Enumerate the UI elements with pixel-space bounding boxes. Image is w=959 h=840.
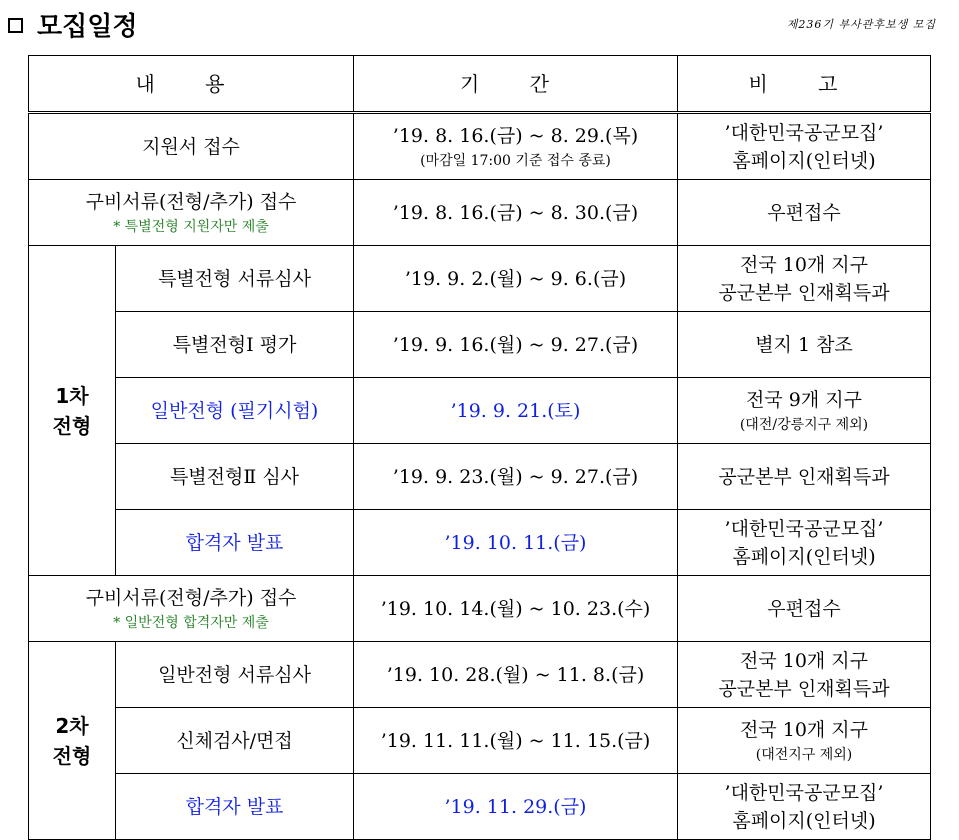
remark-line-2: 홈페이지(인터넷) (732, 149, 876, 172)
table-row (29, 708, 931, 774)
stage-2-label (29, 642, 116, 840)
page-title (8, 6, 137, 43)
header-content: 내 용 (29, 56, 354, 113)
row-remark (678, 113, 931, 180)
row-period: ’19. 9. 16.(월) ~ 9. 27.(금) (354, 312, 678, 378)
row-remark (678, 510, 931, 576)
table-row (29, 576, 931, 642)
content-note: * 일반전형 합격자만 제출 (113, 614, 269, 631)
table-row (29, 246, 931, 312)
row-period: ’19. 10. 28.(월) ~ 11. 8.(금) (354, 642, 678, 708)
remark-line-2: 공군본부 인재획득과 (718, 677, 890, 700)
remark-line-2: 홈페이지(인터넷) (732, 809, 876, 832)
remark-line-2: (대전/강릉지구 제외) (739, 416, 869, 433)
remark-line-1: ’대한민국공군모집’ (724, 781, 884, 804)
remark-line-2: (대전지구 제외) (755, 746, 853, 763)
stage-1-line-1: 1차 (55, 383, 89, 408)
remark-line-1: 전국 10개 지구 (739, 649, 869, 672)
row-content: 지원서 접수 (29, 113, 354, 180)
remark-line-1: 전국 9개 지구 (746, 388, 862, 411)
row-remark: 별지 1 참조 (678, 312, 931, 378)
table-row (29, 180, 931, 246)
recruitment-schedule-table (28, 55, 931, 840)
row-remark: 우편접수 (678, 576, 931, 642)
row-remark (678, 708, 931, 774)
remark-line-2: 공군본부 인재획득과 (718, 281, 890, 304)
stage-2-line-1: 2차 (55, 713, 89, 738)
stage-1-label (29, 246, 116, 576)
row-content (29, 180, 354, 246)
row-content: 일반전형 서류심사 (116, 642, 354, 708)
table-row (29, 774, 931, 840)
period-text: ’19. 8. 16.(금) ~ 8. 29.(목) (392, 124, 639, 147)
table-row (29, 312, 931, 378)
table-row (29, 113, 931, 180)
remark-line-1: ’대한민국공군모집’ (724, 517, 884, 540)
row-period (354, 113, 678, 180)
row-content: 특별전형Ⅰ 평가 (116, 312, 354, 378)
row-remark: 우편접수 (678, 180, 931, 246)
remark-line-1: ’대한민국공군모집’ (724, 121, 884, 144)
table-row (29, 642, 931, 708)
table-row (29, 378, 931, 444)
header-remark: 비 고 (678, 56, 931, 113)
handwritten-note: 제236기 부사관후보생 모집 (786, 18, 936, 31)
row-content (29, 576, 354, 642)
row-content: 특별전형 서류심사 (116, 246, 354, 312)
row-period: ’19. 10. 11.(금) (354, 510, 678, 576)
content-text: 구비서류(전형/추가) 접수 (85, 190, 297, 213)
content-note: * 특별전형 지원자만 제출 (113, 218, 269, 235)
row-period: ’19. 9. 2.(월) ~ 9. 6.(금) (354, 246, 678, 312)
page-header (8, 4, 948, 44)
title-text: 모집일정 (37, 12, 138, 42)
row-remark (678, 642, 931, 708)
row-period: ’19. 9. 21.(토) (354, 378, 678, 444)
row-content: 합격자 발표 (116, 774, 354, 840)
row-period: ’19. 10. 14.(월) ~ 10. 23.(수) (354, 576, 678, 642)
stage-1-line-2: 전형 (52, 413, 92, 438)
row-content: 합격자 발표 (116, 510, 354, 576)
row-period: ’19. 8. 16.(금) ~ 8. 30.(금) (354, 180, 678, 246)
remark-line-1: 전국 10개 지구 (739, 718, 869, 741)
row-content: 신체검사/면접 (116, 708, 354, 774)
row-content: 일반전형 (필기시험) (116, 378, 354, 444)
row-content: 특별전형Ⅱ 심사 (116, 444, 354, 510)
period-note: (마감일 17:00 기준 접수 종료) (420, 152, 611, 169)
row-period: ’19. 11. 11.(월) ~ 11. 15.(금) (354, 708, 678, 774)
row-remark: 공군본부 인재획득과 (678, 444, 931, 510)
content-text: 구비서류(전형/추가) 접수 (85, 586, 297, 609)
stage-2-line-2: 전형 (52, 743, 92, 768)
table-row (29, 444, 931, 510)
header-period: 기 간 (354, 56, 678, 113)
row-remark (678, 378, 931, 444)
remark-line-2: 홈페이지(인터넷) (732, 545, 876, 568)
row-remark (678, 774, 931, 840)
checkbox-bullet-icon (8, 18, 23, 33)
table-header-row (29, 56, 931, 113)
row-remark (678, 246, 931, 312)
row-period: ’19. 9. 23.(월) ~ 9. 27.(금) (354, 444, 678, 510)
remark-line-1: 전국 10개 지구 (739, 253, 869, 276)
row-period: ’19. 11. 29.(금) (354, 774, 678, 840)
table-row (29, 510, 931, 576)
